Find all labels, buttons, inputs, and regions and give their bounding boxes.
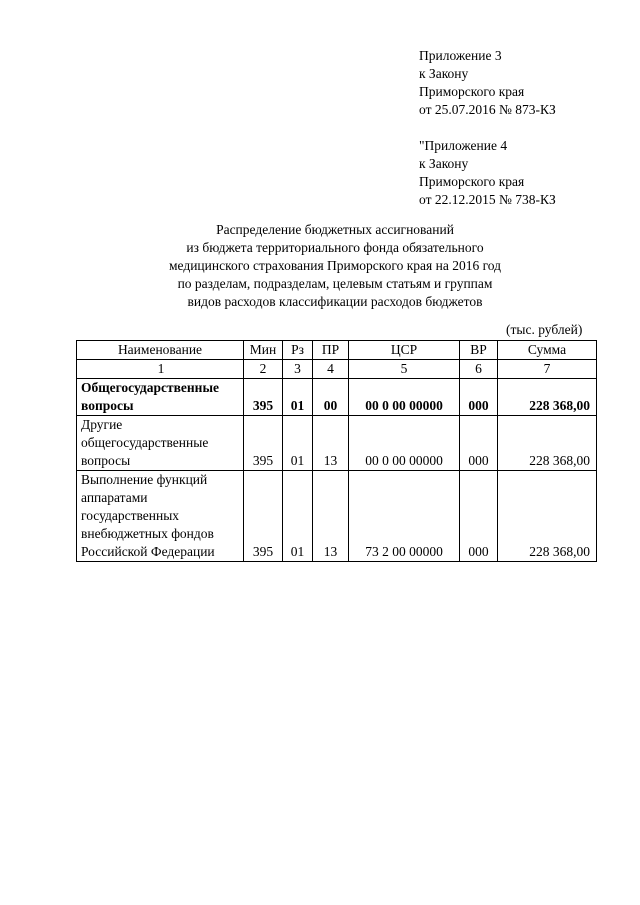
row-name: [77, 416, 244, 471]
cell-min: 395: [244, 471, 283, 562]
appendix-line: к Закону: [419, 66, 469, 81]
column-number: 1: [77, 360, 244, 379]
cell-pr: 00: [313, 379, 349, 416]
column-number: 3: [283, 360, 313, 379]
appendix-line: Приложение 3: [419, 48, 502, 63]
units-label: (тыс. рублей): [506, 322, 583, 337]
cell-csr: 00 0 00 00000: [349, 416, 460, 471]
row-name-line: Другие: [81, 417, 123, 432]
document-title: [0, 221, 640, 311]
title-line: медицинского страхования Приморского края на 2016 год: [168, 258, 502, 273]
cell-min: 395: [244, 416, 283, 471]
column-header-csr: ЦСР: [349, 341, 460, 360]
cell-sum: 228 368,00: [498, 471, 597, 562]
column-number-row: [77, 360, 597, 379]
column-number: 7: [498, 360, 597, 379]
cell-rz: 01: [283, 471, 313, 562]
appendix-line: от 25.07.2016 № 873-КЗ: [419, 102, 556, 117]
cell-vr: 000: [460, 416, 498, 471]
column-header-sum: Сумма: [498, 341, 597, 360]
appendix-header-previous: [419, 137, 556, 209]
column-number: 6: [460, 360, 498, 379]
cell-rz: 01: [283, 416, 313, 471]
row-name-line: вопросы: [81, 453, 131, 468]
title-line: из бюджета территориального фонда обязательного: [186, 240, 484, 255]
column-number: 5: [349, 360, 460, 379]
title-line: видов расходов классификации расходов бюджетов: [187, 294, 483, 309]
cell-sum: 228 368,00: [498, 379, 597, 416]
cell-min: 395: [244, 379, 283, 416]
cell-pr: 13: [313, 471, 349, 562]
title-line: Распределение бюджетных ассигнований: [216, 222, 454, 237]
column-header-pr: ПР: [313, 341, 349, 360]
row-name-line: общегосударственные: [81, 435, 209, 450]
appendix-line: "Приложение 4: [419, 138, 508, 153]
cell-csr: 73 2 00 00000: [349, 471, 460, 562]
column-header-name: Наименование: [77, 341, 244, 360]
row-name-line: аппаратами: [81, 490, 148, 505]
column-header-vr: ВР: [460, 341, 498, 360]
table-row: [77, 416, 597, 471]
cell-vr: 000: [460, 471, 498, 562]
row-name-line: государственных: [81, 508, 180, 523]
row-name-line: внебюджетных фондов: [81, 526, 214, 541]
title-line: по разделам, подразделам, целевым статьям и группам: [177, 276, 493, 291]
row-name: [77, 471, 244, 562]
appendix-line: от 22.12.2015 № 738-КЗ: [419, 192, 556, 207]
row-name-line: вопросы: [81, 398, 134, 413]
budget-table: [76, 340, 597, 562]
appendix-line: Приморского края: [419, 84, 525, 99]
appendix-line: Приморского края: [419, 174, 525, 189]
row-name-line: Общегосударственные: [81, 380, 219, 395]
table-row: [77, 379, 597, 416]
table-header-row: [77, 341, 597, 360]
cell-sum: 228 368,00: [498, 416, 597, 471]
cell-rz: 01: [283, 379, 313, 416]
row-name-line: Выполнение функций: [81, 472, 208, 487]
row-name-line: Российской Федерации: [81, 544, 215, 559]
cell-pr: 13: [313, 416, 349, 471]
appendix-line: к Закону: [419, 156, 469, 171]
column-header-min: Мин: [244, 341, 283, 360]
row-name: [77, 379, 244, 416]
column-number: 4: [313, 360, 349, 379]
column-header-rz: Рз: [283, 341, 313, 360]
column-number: 2: [244, 360, 283, 379]
cell-vr: 000: [460, 379, 498, 416]
appendix-header-current: [419, 47, 556, 119]
table-row: [77, 471, 597, 562]
cell-csr: 00 0 00 00000: [349, 379, 460, 416]
